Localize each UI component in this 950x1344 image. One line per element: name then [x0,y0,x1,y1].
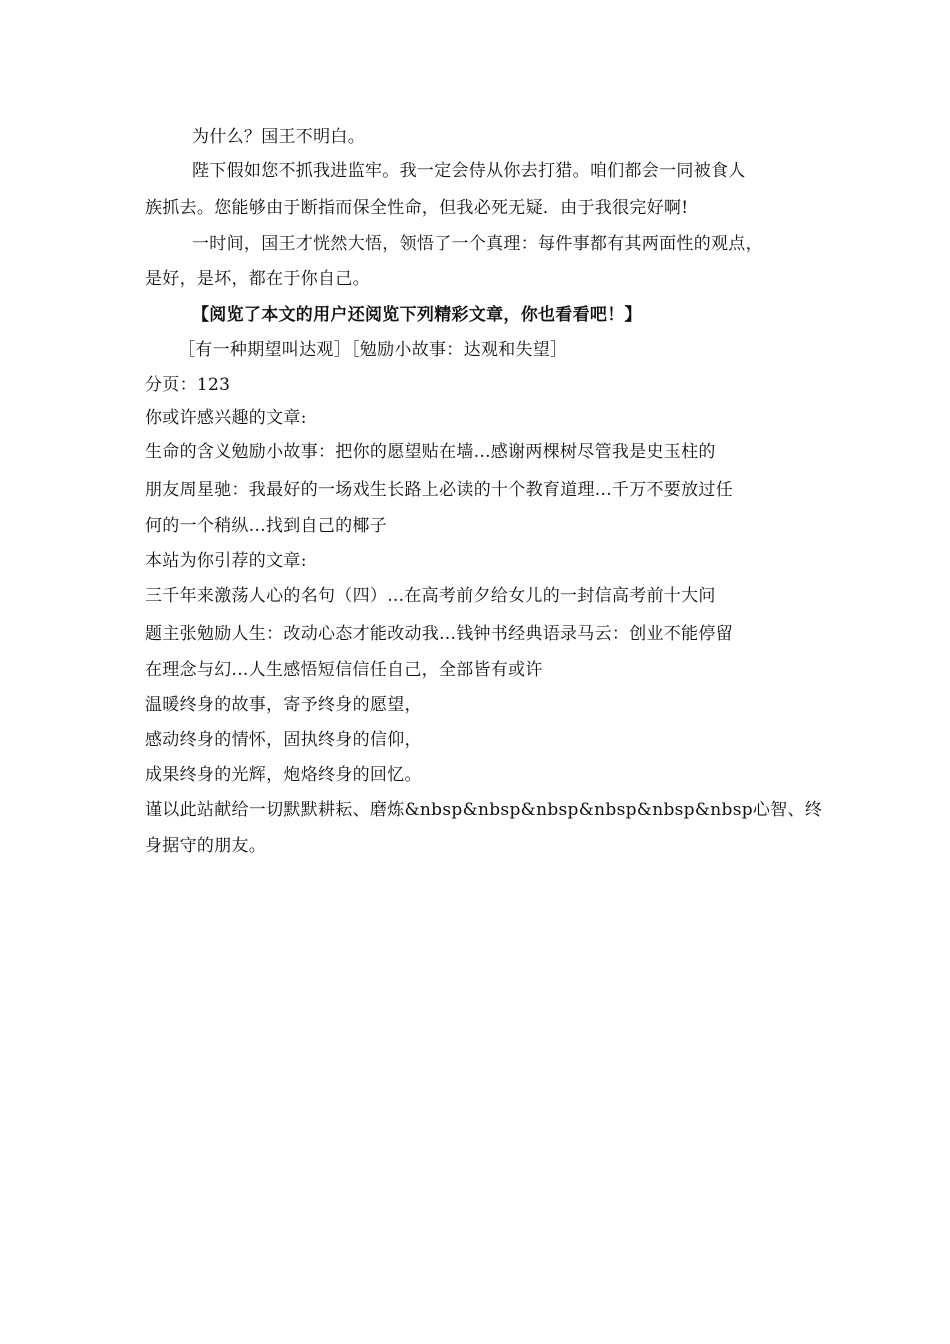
closing-line-2: 感动终身的情怀，固执终身的信仰， [145,730,422,750]
related-articles-heading: 【阅览了本文的用户还阅览下列精彩文章，你也看看吧！】 [192,305,642,325]
recommended-heading: 本站为你引荐的文章: [145,551,307,571]
closing-line-1: 温暖终身的故事，寄予终身的愿望， [145,695,422,715]
interest-heading: 你或许感兴趣的文章: [145,408,307,428]
related-articles-links[interactable]: ［有一种期望叫达观］［勉励小故事：达观和失望］ [178,340,568,360]
story-paragraph-1: 为什么？国王不明白。 [192,127,365,147]
recommended-line-1[interactable]: 三千年来激荡人心的名句（四）...在高考前夕给女儿的一封信高考前十大问 [145,586,716,606]
closing-line-5: 身据守的朋友。 [145,836,267,856]
story-paragraph-3-line-1: 一时间，国王才恍然大悟，领悟了一个真理：每件事都有其两面性的观点， [192,234,763,254]
pagination[interactable]: 分页：123 [145,375,231,395]
story-paragraph-3-line-2: 是好，是坏，都在于你自己。 [145,269,370,289]
closing-line-3: 成果终身的光辉，炮烙终身的回忆。 [145,765,422,785]
interest-line-3[interactable]: 何的一个稍纵...找到自己的椰子 [145,516,388,536]
interest-line-2[interactable]: 朋友周星驰：我最好的一场戏生长路上必读的十个教育道理...千万不要放过任 [145,480,734,500]
interest-line-1[interactable]: 生命的含义勉励小故事：把你的愿望贴在墙...感谢两棵树尽管我是史玉柱的 [145,442,716,462]
recommended-line-2[interactable]: 题主张勉励人生：改动心态才能改动我...钱钟书经典语录马云：创业不能停留 [145,624,734,644]
closing-line-4: 谨以此站献给一切默默耕耘、磨炼&nbsp&nbsp&nbsp&nbsp&nbsp&nbsp心智、终 [145,800,823,820]
story-paragraph-2-line-1: 陛下假如您不抓我进监牢。我一定会侍从你去打猎。咱们都会一同被食人 [192,161,746,181]
story-paragraph-2-line-2: 族抓去。您能够由于断指而保全性命，但我必死无疑．由于我很完好啊! [145,198,689,218]
recommended-line-3[interactable]: 在理念与幻...人生感悟短信信任自己，全部皆有或许 [145,660,543,680]
